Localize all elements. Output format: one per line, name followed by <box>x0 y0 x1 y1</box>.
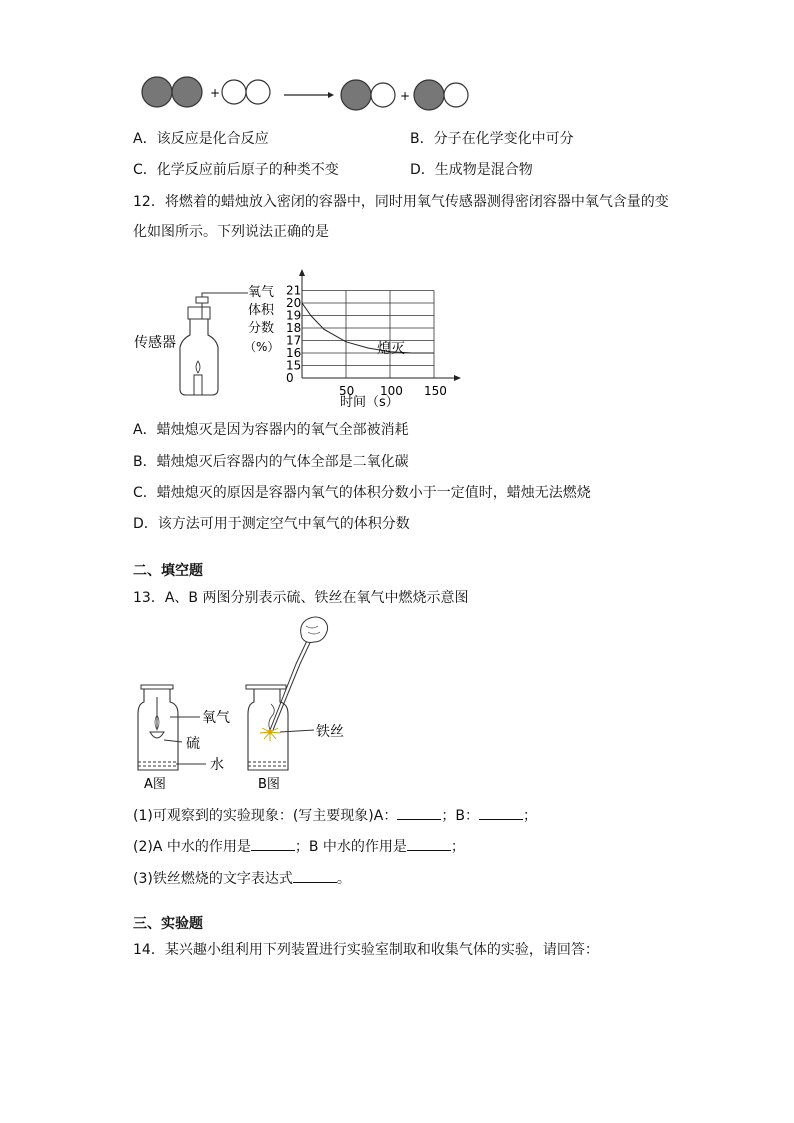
y-label-line: 氧气 <box>248 285 275 300</box>
q13-sub3-prefix: (3)铁丝燃烧的文字表达式 <box>133 871 293 887</box>
dark-atom <box>142 77 172 107</box>
chart-grid <box>302 291 434 379</box>
y-tick-label: 16 <box>286 346 302 360</box>
y-label-line: 分数 <box>248 321 275 336</box>
y-axis-arrow-icon <box>299 269 305 276</box>
y-tick-label: 18 <box>286 321 302 335</box>
plus-sign: + <box>400 89 411 103</box>
label-sulfur: 硫 <box>186 736 200 752</box>
dark-atom <box>414 80 444 110</box>
x-tick-label: 150 <box>424 384 447 398</box>
light-atom <box>444 83 468 107</box>
dark-atom <box>172 77 202 107</box>
q11-option-b[interactable]: B．分子在化学变化中可分 <box>410 131 574 147</box>
q13-sub1-prefix: (1)可观察到的实验现象：(写主要现象)A： <box>133 808 398 824</box>
glass-plate <box>141 685 173 689</box>
x-axis-label: 时间（s） <box>340 395 399 410</box>
section-title-fill-blank: 二、填空题 <box>133 563 203 579</box>
x-tick-label: 100 <box>380 384 403 398</box>
answer-blank[interactable] <box>397 807 441 820</box>
q12-option-a[interactable]: A．蜡烛熄灭是因为容器内的氧气全部被消耗 <box>133 422 409 438</box>
answer-blank[interactable] <box>479 807 523 820</box>
q11-reaction-diagram <box>130 68 480 118</box>
q13-sub1-mid: ；B： <box>441 808 479 824</box>
x-tick-label: 50 <box>339 384 355 398</box>
dark-atom <box>341 80 371 110</box>
q12-stem-line1: 12．将燃着的蜡烛放入密闭的容器中，同时用氧气传感器测得密闭容器中氧气含量的变 <box>133 194 669 210</box>
reaction-arrow-icon <box>284 92 334 98</box>
q13-sub1 <box>133 807 537 825</box>
q13-sub2 <box>133 838 465 856</box>
y-label-line: （%） <box>244 340 280 354</box>
q12-option-c[interactable]: C．蜡烛熄灭的原因是容器内氧气的体积分数小于一定值时，蜡烛无法燃烧 <box>133 485 591 501</box>
plus-sign: + <box>210 86 221 100</box>
glass-plate <box>246 685 286 689</box>
section-title-experiment: 三、实验题 <box>133 916 203 932</box>
y-tick-label: 17 <box>286 333 302 348</box>
caption-b: B图 <box>258 777 280 792</box>
bottle-b <box>246 617 328 792</box>
y-tick-label: 0 <box>286 371 294 385</box>
candle-flame-icon <box>196 361 200 373</box>
y-tick-label: 15 <box>286 358 302 373</box>
sensor-head <box>196 297 208 303</box>
q13-sub2-prefix: (2)A 中水的作用是 <box>133 839 251 855</box>
y-tick-label: 19 <box>286 308 302 323</box>
answer-blank[interactable] <box>251 838 295 851</box>
answer-blank[interactable] <box>293 870 337 883</box>
sensor-bottle-figure <box>130 285 240 400</box>
y-tick-label: 21 <box>286 283 302 298</box>
q13-sub3 <box>133 870 351 888</box>
hand-icon <box>301 617 328 643</box>
label-oxygen: 氧气 <box>202 710 230 726</box>
q13-stem: 13．A、B 两图分别表示硫、铁丝在氧气中燃烧示意图 <box>133 590 469 606</box>
q12-option-d[interactable]: D．该方法可用于测定空气中氧气的体积分数 <box>133 516 410 532</box>
q13-sub2-end: ； <box>450 839 465 855</box>
q12-option-b[interactable]: B．蜡烛熄灭后容器内的气体全部是二氧化碳 <box>133 454 409 470</box>
combustion-figure <box>130 612 360 797</box>
q13-sub1-end: ； <box>522 808 537 824</box>
q13-sub2-mid: ；B 中水的作用是 <box>294 839 407 855</box>
q11-option-a[interactable]: A．该反应是化合反应 <box>133 131 269 147</box>
caption-a: A图 <box>144 777 166 792</box>
oxygen-chart <box>240 252 447 412</box>
y-tick-label: 20 <box>286 296 302 310</box>
label-water: 水 <box>210 757 224 773</box>
light-atom <box>371 83 395 107</box>
candle <box>194 375 202 395</box>
q11-option-d[interactable]: D．生成物是混合物 <box>410 162 533 178</box>
q12-stem-line2: 化如图所示。下列说法正确的是 <box>133 224 329 240</box>
bottle-a <box>138 685 178 792</box>
sensor-label: 传感器 <box>134 335 176 351</box>
bottle-stopper <box>188 307 210 319</box>
combustion-spoon <box>150 732 164 738</box>
q11-option-c[interactable]: C．化学反应前后原子的种类不变 <box>133 162 339 178</box>
y-label-line: 体积 <box>248 303 275 318</box>
label-iron-wire: 铁丝 <box>316 724 344 740</box>
light-atom <box>222 80 246 104</box>
x-axis-arrow-icon <box>454 375 461 381</box>
crucible-tongs <box>270 630 316 730</box>
extinguish-label: 熄灭 <box>377 341 405 357</box>
y-axis-label <box>244 285 279 354</box>
answer-blank[interactable] <box>407 838 451 851</box>
light-atom <box>246 80 270 104</box>
y-tick-labels <box>286 284 301 386</box>
q13-sub3-end: 。 <box>336 871 351 887</box>
q14-stem: 14．某兴趣小组利用下列装置进行实验室制取和收集气体的实验，请回答： <box>133 942 599 958</box>
chart-axes <box>299 269 461 381</box>
